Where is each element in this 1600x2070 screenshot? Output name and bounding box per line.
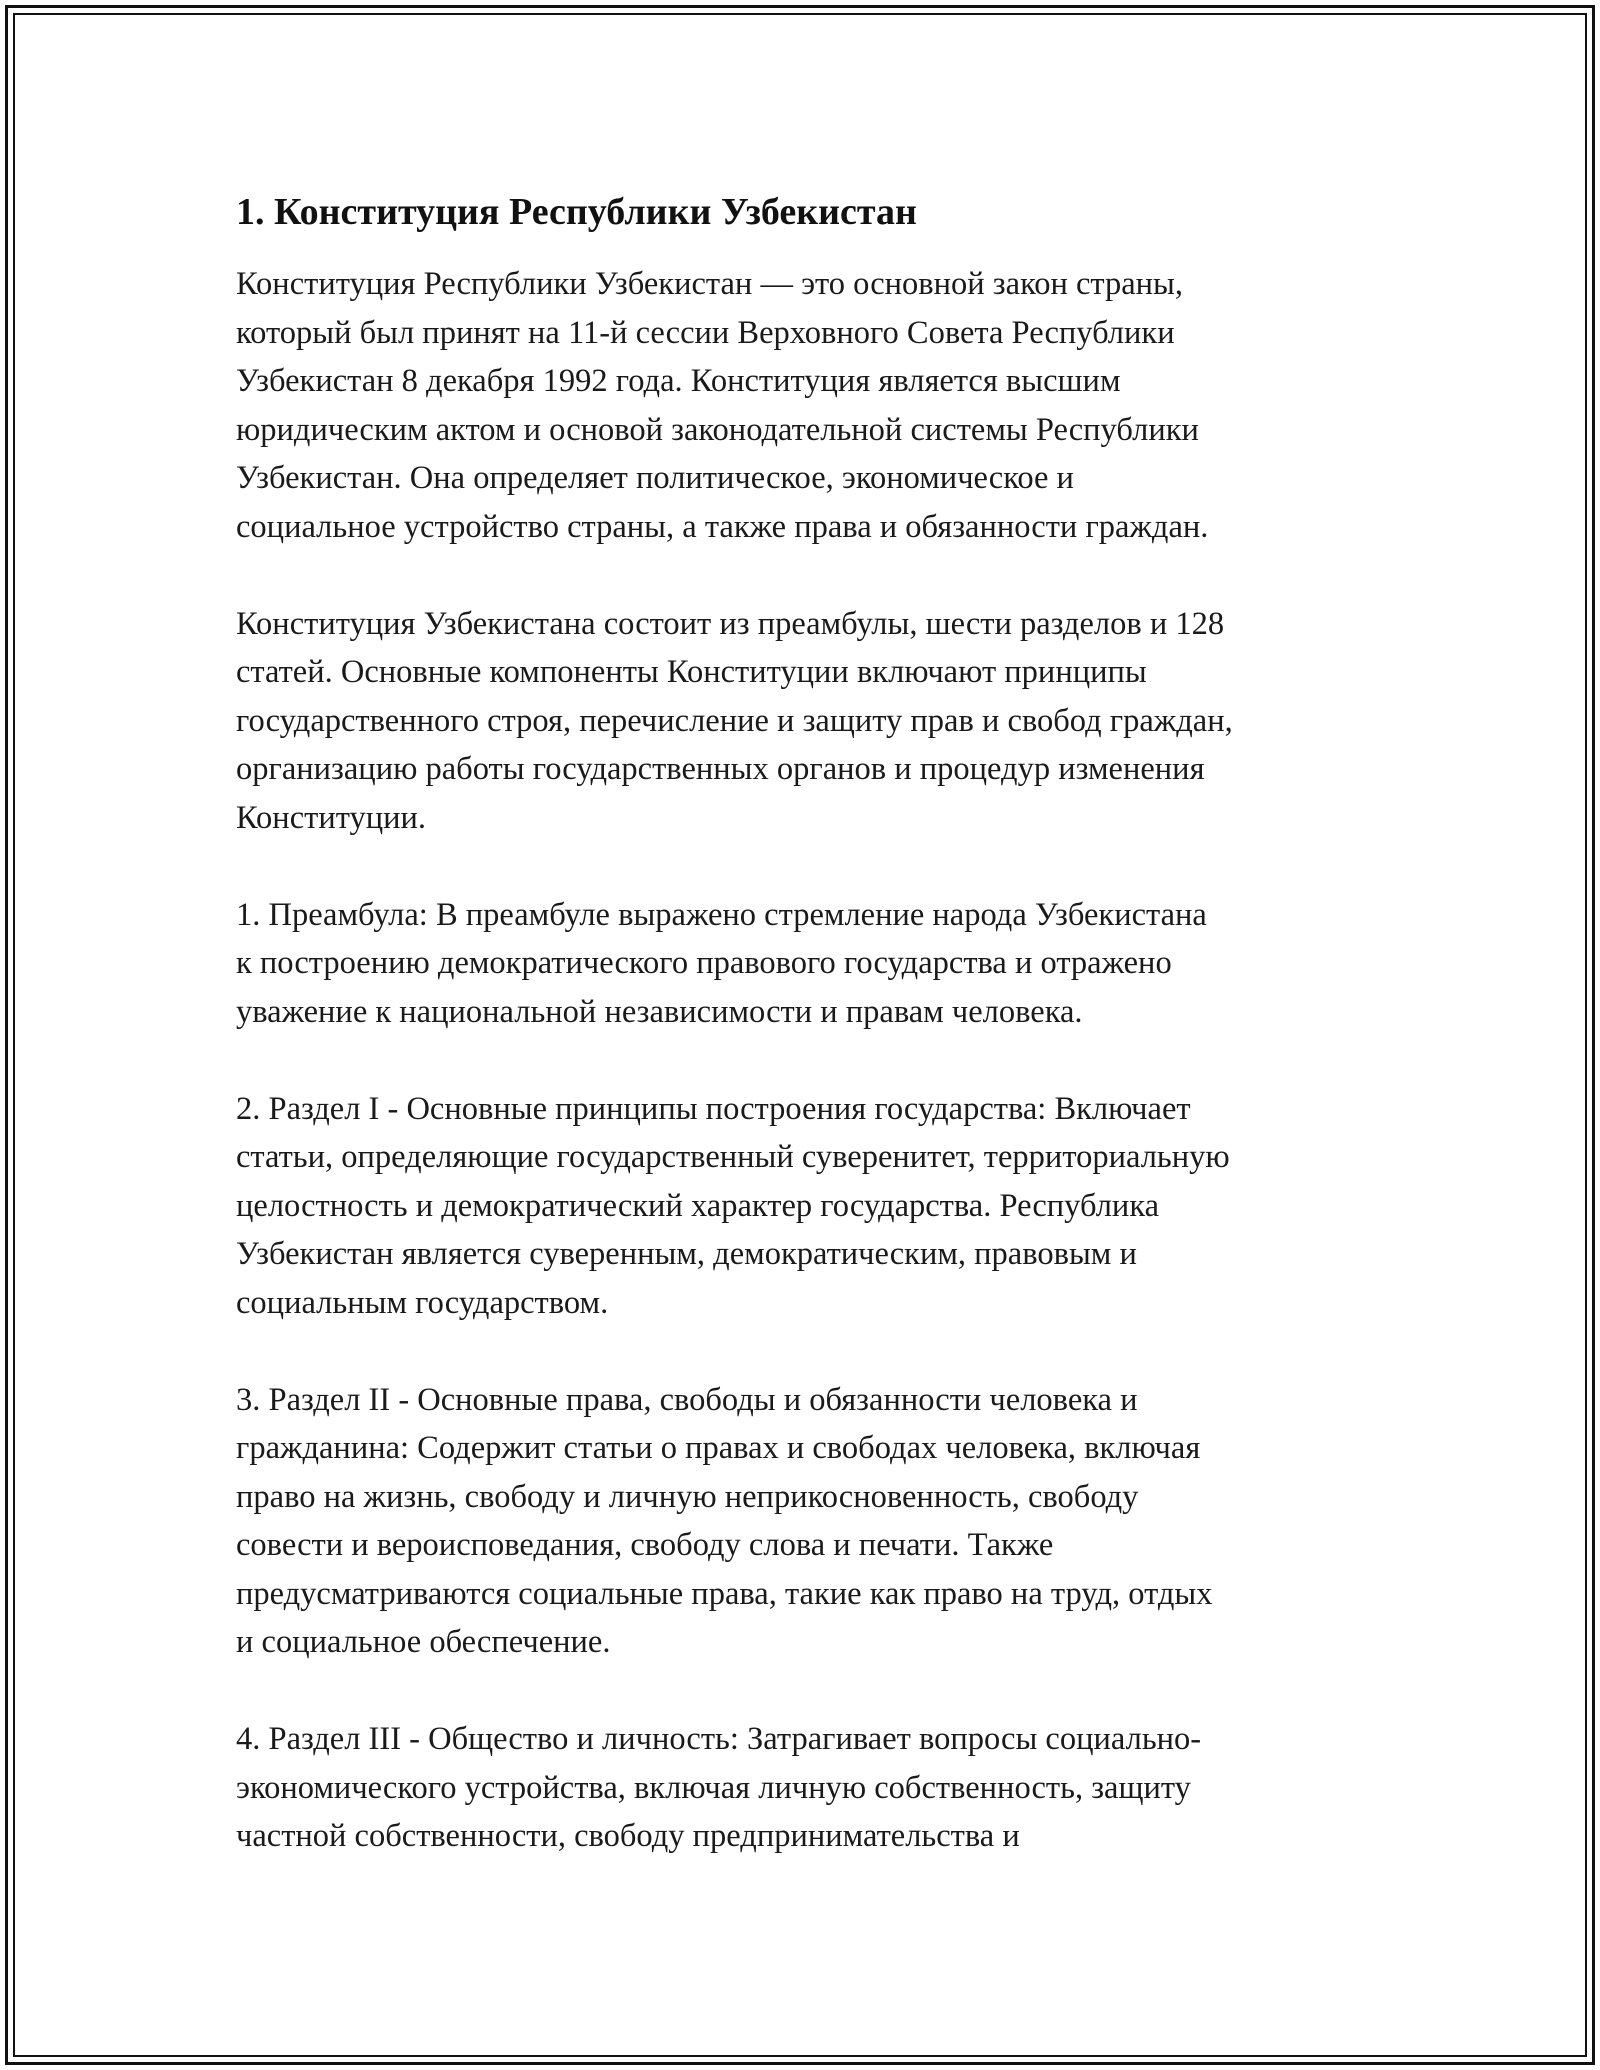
text-line: Узбекистан. Она определяет политическое, экономическое и [236,460,1074,496]
text-line: Конституция Республики Узбекистан — это основной закон страны, [236,266,1184,302]
text-line: 2. Раздел I - Основные принципы построения государства: Включает [236,1090,1191,1127]
text-line: к построению демократического правового государства и отражено [236,945,1172,981]
paragraph-structure [236,600,1386,843]
paragraph-section-2 [236,1376,1386,1667]
text-line: Конституция Узбекистана состоит из преамбулы, шести разделов и 128 [236,605,1225,642]
text-line: юридическим актом и основой законодательной системы Республики [236,411,1199,448]
text-line: гражданина: Содержит статьи о правах и свободах человека, включая [236,1430,1201,1466]
text-line: экономического устройства, включая личную собственность, защиту [236,1769,1191,1806]
text-line: Конституции. [236,799,427,836]
text-line: Узбекистан 8 декабря 1992 года. Конституция является высшим [236,363,1121,399]
text-line: совести и вероисповедания, свободу слова и печати. Также [236,1527,1054,1563]
paragraph-section-3 [236,1715,1386,1861]
paragraph-preamble [236,891,1386,1037]
text-line: частной собственности, свободу предпринимательства и [236,1818,1020,1854]
document-body [236,188,1386,1909]
text-line: 4. Раздел III - Общество и личность: Затрагивает вопросы социально- [236,1721,1202,1757]
document-heading: 1. Конституция Республики Узбекистан [236,191,917,233]
text-line: статей. Основные компоненты Конституции включают принципы [236,654,1147,690]
text-line: предусматриваются социальные права, такие как право на труд, отдых [236,1575,1213,1612]
text-line: 3. Раздел II - Основные права, свободы и обязанности человека и [236,1381,1138,1418]
text-line: Узбекистан является суверенным, демократическим, правовым и [236,1236,1137,1272]
text-line: государственного строя, перечисление и защиту прав и свобод граждан, [236,702,1233,739]
text-line: 1. Преамбула: В преамбуле выражено стремление народа Узбекистана [236,896,1207,933]
text-line: право на жизнь, свободу и личную неприкосновенность, свободу [236,1478,1139,1515]
paragraph-intro [236,260,1386,551]
text-line: социальное устройство страны, а также права и обязанности граждан. [236,508,1209,545]
text-line: целостность и демократический характер государства. Республика [236,1187,1160,1224]
text-line: организацию работы государственных органов и процедур изменения [236,751,1205,787]
text-line: социальным государством. [236,1284,609,1321]
text-line: который был принят на 11-й сессии Верховного Совета Республики [236,314,1175,351]
text-line: и социальное обеспечение. [236,1624,611,1660]
text-line: статьи, определяющие государственный суверенитет, территориальную [236,1139,1230,1175]
text-line: уважение к национальной независимости и правам человека. [236,993,1083,1030]
paragraph-section-1 [236,1085,1386,1328]
